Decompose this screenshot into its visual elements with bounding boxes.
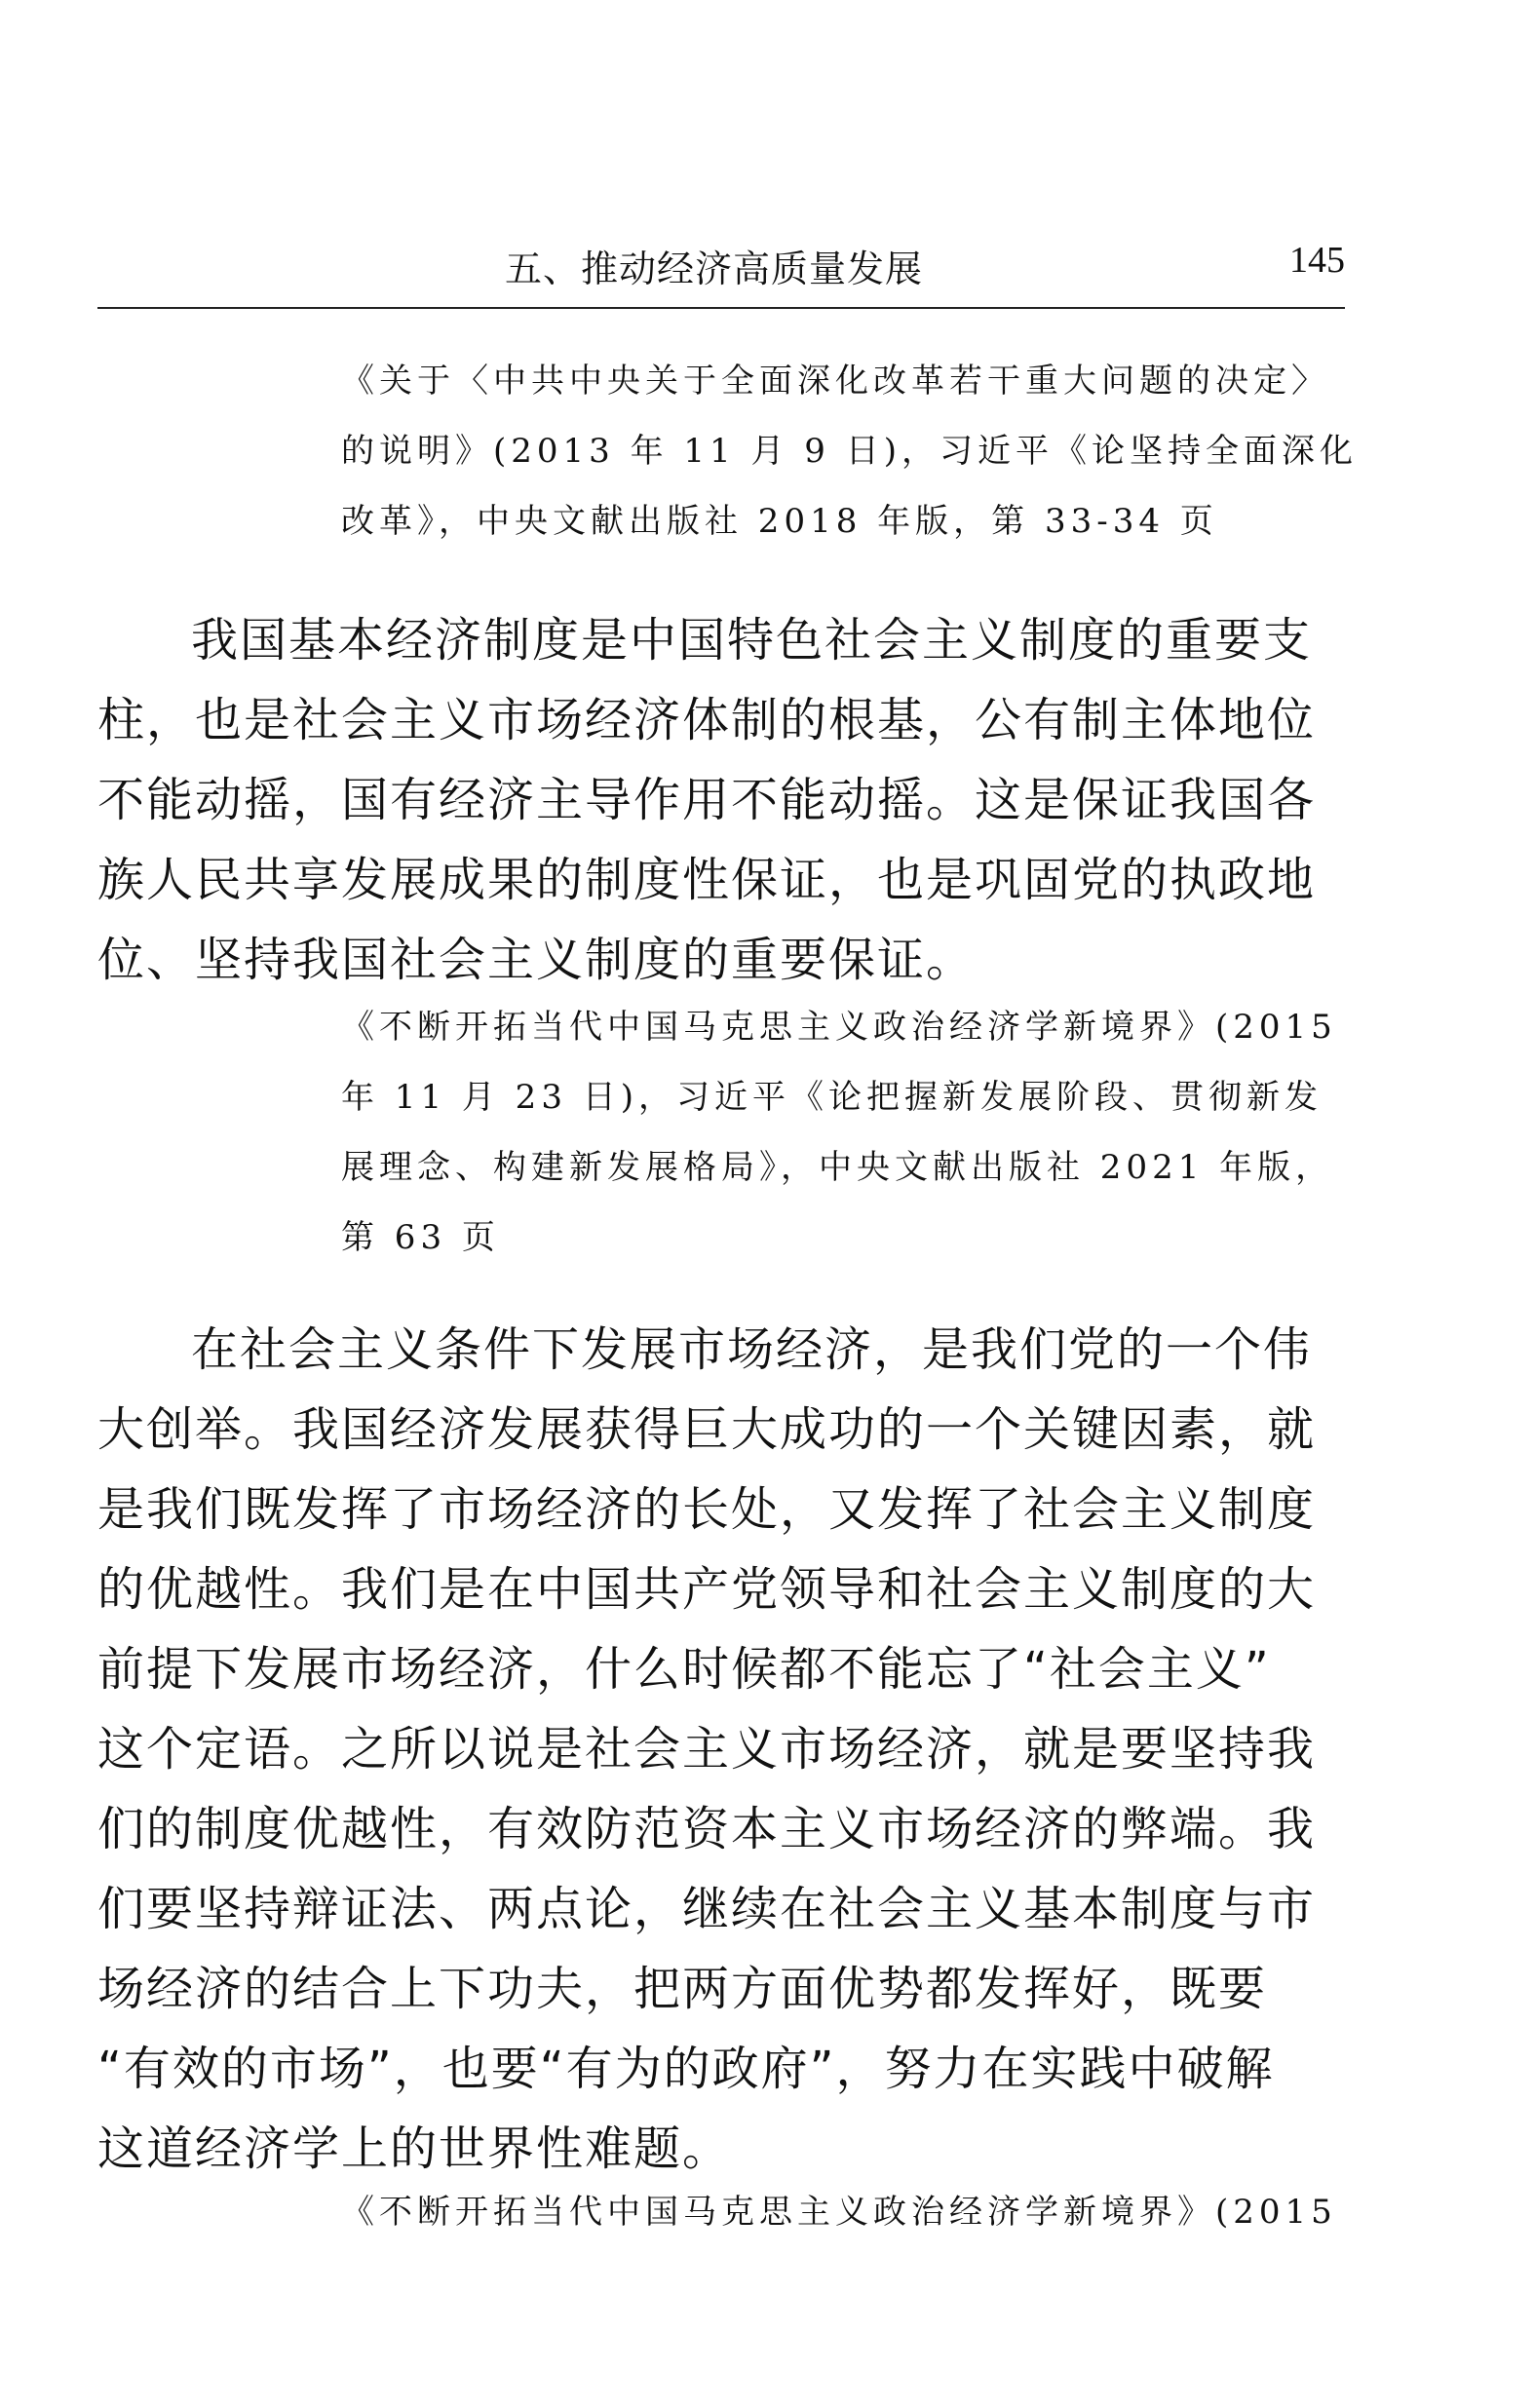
paragraph-line: 场经济的结合上下功夫，把两方面优势都发挥好，既要 bbox=[97, 1962, 1268, 2016]
paragraph-line: 我国基本经济制度是中国特色社会主义制度的重要支 bbox=[191, 613, 1313, 668]
paragraph-line: 这道经济学上的世界性难题。 bbox=[97, 2121, 732, 2176]
chapter-title: 五、推动经济高质量发展 bbox=[505, 248, 924, 290]
citation-line: 年 11 月 23 日)，习近平《论把握新发展阶段、贯彻新发 bbox=[341, 1078, 1323, 1117]
paragraph-line: 在社会主义条件下发展市场经济，是我们党的一个伟 bbox=[191, 1322, 1313, 1377]
citation-line: 《关于〈中共中央关于全面深化改革若干重大问题的决定〉 bbox=[341, 362, 1329, 401]
paragraph-line: 族人民共享发展成果的制度性保证，也是巩固党的执政地 bbox=[97, 853, 1317, 907]
paragraph-line: 前提下发展市场经济，什么时候都不能忘了“社会主义” bbox=[97, 1642, 1271, 1697]
paragraph-line: 这个定语。之所以说是社会主义市场经济，就是要坚持我 bbox=[97, 1722, 1317, 1777]
paragraph-line: 位、坚持我国社会主义制度的重要保证。 bbox=[97, 933, 976, 987]
paragraph-line: 柱，也是社会主义市场经济体制的根基，公有制主体地位 bbox=[97, 693, 1317, 747]
paragraph-line: 是我们既发挥了市场经济的长处，又发挥了社会主义制度 bbox=[97, 1482, 1317, 1537]
paragraph-line: 们要坚持辩证法、两点论，继续在社会主义基本制度与市 bbox=[97, 1882, 1317, 1936]
paragraph-line: “有效的市场”，也要“有为的政府”，努力在实践中破解 bbox=[97, 2042, 1275, 2096]
page-number: 145 bbox=[1289, 240, 1345, 281]
citation-line: 第 63 页 bbox=[341, 1218, 500, 1257]
paragraph-line: 不能动摇，国有经济主导作用不能动摇。这是保证我国各 bbox=[97, 773, 1317, 827]
paragraph-line: 的优越性。我们是在中国共产党领导和社会主义制度的大 bbox=[97, 1562, 1317, 1617]
body-paragraph-1 bbox=[97, 600, 1345, 1000]
citation-line: 改革》，中央文献出版社 2018 年版，第 33-34 页 bbox=[341, 502, 1218, 541]
citation-block-1 bbox=[341, 346, 1358, 556]
citation-line: 展理念、构建新发展格局》，中央文献出版社 2021 年版， bbox=[341, 1148, 1334, 1187]
citation-line: 的说明》(2013 年 11 月 9 日)，习近平《论坚持全面深化 bbox=[341, 432, 1358, 471]
body-paragraph-2 bbox=[97, 1310, 1345, 2189]
citation-line: 《不断开拓当代中国马克思主义政治经济学新境界》(2015 bbox=[341, 2193, 1337, 2232]
paragraph-line: 们的制度优越性，有效防范资本主义市场经济的弊端。我 bbox=[97, 1802, 1317, 1856]
citation-block-3 bbox=[341, 2177, 1345, 2247]
paragraph-line: 大创举。我国经济发展获得巨大成功的一个关键因素，就 bbox=[97, 1402, 1317, 1457]
citation-block-2 bbox=[341, 992, 1345, 1273]
citation-line: 《不断开拓当代中国马克思主义政治经济学新境界》(2015 bbox=[341, 1008, 1337, 1047]
running-header bbox=[97, 229, 1345, 309]
